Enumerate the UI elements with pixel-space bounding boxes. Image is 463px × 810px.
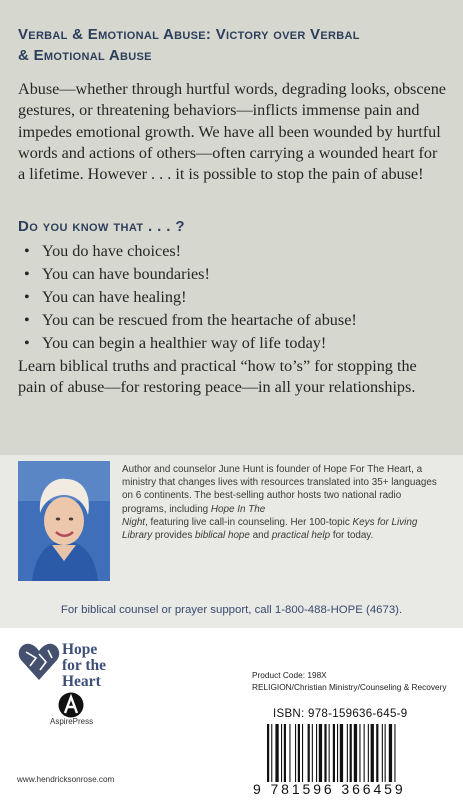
list-item: • You can have boundaries! <box>42 263 357 286</box>
intro-paragraph: Abuse—whether through hurtful words, degrading looks, obscene gestures, or threatening behaviors—inflicts immense pain and impedes emotional growth. We have all been wounded by hurtful words and actions of others—often carrying a wounded heart for a lifetime. However . . . it is possible to stop the pain of abuse! <box>18 80 446 184</box>
radio-show-title: Hope In The <box>210 503 266 515</box>
counsel-contact-line: For biblical counsel or prayer support, call 1-800-488-HOPE (4673). <box>0 592 463 628</box>
product-code: Product Code: 198X <box>252 670 327 680</box>
book-title <box>18 24 448 66</box>
isbn-barcode <box>249 706 449 802</box>
barcode-bars-icon <box>267 724 437 786</box>
logo-line-1: Hope <box>62 641 98 658</box>
bio-text: provides <box>152 530 196 542</box>
author-section <box>0 455 463 592</box>
logo-line-2: for the <box>62 657 107 674</box>
author-bio <box>122 463 447 542</box>
list-item: • You do have choices! <box>42 240 357 263</box>
bio-text: Author and counselor June Hunt is founder of Hope For The Heart, a ministry that changes lives with resources translated into 35+ languages on 6 continents. The best-selling author hosts two national radio programs, including <box>122 464 437 515</box>
library-title: Keys for Living Library <box>122 516 418 542</box>
ministry-logo-text <box>62 642 106 690</box>
list-item: • You can begin a healthier way of life today! <box>42 332 357 355</box>
radio-show-title-end: Night <box>122 516 146 528</box>
author-photo <box>18 461 110 581</box>
list-item: • You can be rescued from the heartache of abuse! <box>42 309 357 332</box>
bio-emphasis: practical help <box>271 530 331 542</box>
publisher-footer <box>0 628 463 810</box>
heart-logo-icon <box>18 642 60 682</box>
logo-line-3: Heart <box>62 673 101 690</box>
title-line-2: & Emotional Abuse <box>18 47 152 64</box>
bio-text: and <box>249 530 272 542</box>
closing-paragraph: Learn biblical truths and practical “how to’s” for stopping the pain of abuse—for restoring peace—in all your relationships. <box>18 357 417 397</box>
bio-text: for today. <box>330 530 374 542</box>
barcode-number: 9 781596 366459 <box>253 781 406 797</box>
author-portrait-icon <box>18 461 110 581</box>
bio-text: , featuring live call-in counseling. Her 100-topic <box>145 516 353 528</box>
aspire-press-logo-icon <box>58 692 84 718</box>
isbn-label: ISBN: 978-159636-645-9 <box>273 708 408 720</box>
title-line-1: Verbal & Emotional Abuse: Victory over Verbal <box>18 26 360 43</box>
publisher-name: AspirePress <box>50 717 94 726</box>
list-item: • You can have healing! <box>42 286 357 309</box>
benefit-list <box>42 240 357 355</box>
did-you-know-heading: Do you know that . . . ? <box>18 218 185 235</box>
publisher-url: www.hendricksonrose.com <box>17 775 115 784</box>
bio-emphasis: biblical hope <box>195 530 250 542</box>
product-info <box>252 670 447 693</box>
bisac-category: RELIGION/Christian Ministry/Counseling & Recovery <box>252 681 447 692</box>
